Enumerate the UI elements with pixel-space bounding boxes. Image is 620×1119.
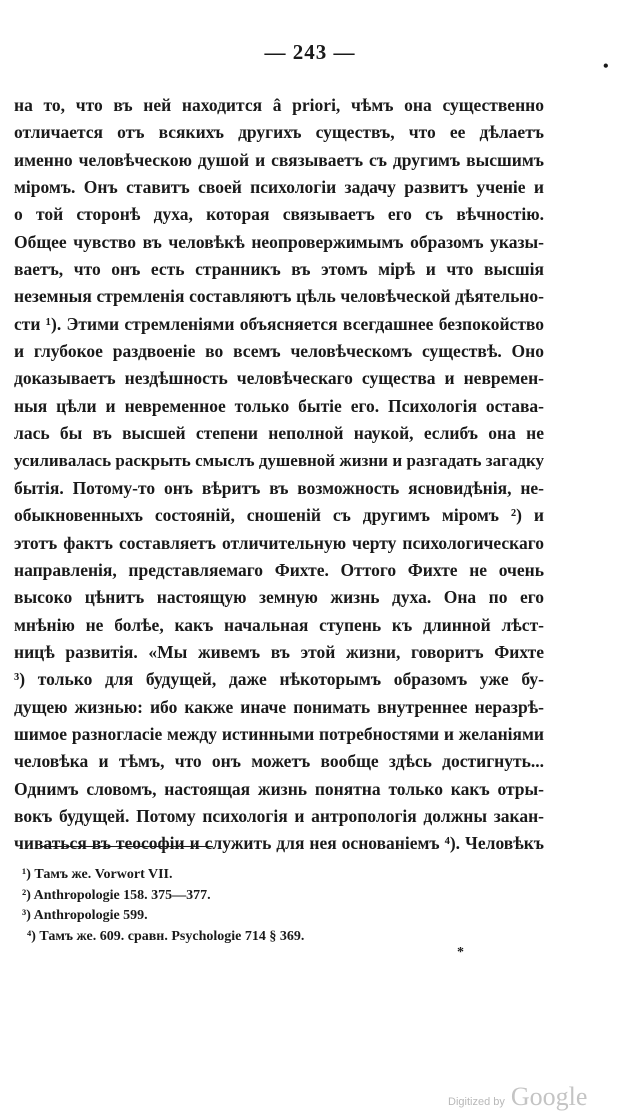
text-line: міромъ. Онъ ставитъ своей психологіи задачу развитъ ученіе и: [14, 177, 544, 198]
text-line: Однимъ словомъ, настоящая жизнь понятна только какъ отры-: [14, 778, 544, 799]
page-number: — 243 —: [264, 40, 356, 64]
text-line: и глубокое раздвоеніе во всемъ человѣческомъ существѣ. Оно: [14, 341, 544, 362]
google-watermark: [448, 1082, 618, 1114]
corner-dot-mark: •: [603, 58, 609, 75]
text-line: шимое разногласіе между истинными потребностями и желаніями: [14, 723, 544, 744]
text-line: человѣка и тѣмъ, что онъ можетъ вообще здѣсь достигнуть...: [14, 751, 544, 772]
text-line: отличается отъ всякихъ другихъ существъ, что ее дѣлаетъ: [14, 122, 544, 143]
footnote-line: ²) Anthropologie 158. 375—377.: [22, 887, 211, 903]
text-line: лась бы въ высшей степени неполной наукой, еслибъ она не: [14, 423, 544, 444]
text-line: мнѣнію не болѣе, какъ начальная ступень къ длинной лѣст-: [14, 614, 544, 635]
text-line: сти ¹). Этими стремленіями объясняется всегдашнее безпокойство: [14, 313, 544, 334]
watermark-google-logo: Google: [510, 1082, 588, 1111]
stray-asterisk-mark: *: [457, 945, 464, 960]
text-line: чиваться въ теософіи и служить для нея основаніемъ ⁴). Человѣкъ: [14, 833, 544, 854]
text-line: дущею жизнью: ибо какже иначе понимать внутреннее неразрѣ-: [14, 696, 544, 717]
footnote-line: ¹) Тамъ же. Vorwort VII.: [22, 867, 173, 882]
text-line: бытія. Потому-то онъ вѣритъ въ возможность ясновидѣнія, не-: [14, 477, 544, 498]
text-line: усиливалась раскрыть смыслъ душевной жизни и разгадать загадку: [14, 451, 544, 471]
text-line: обыкновенныхъ состояній, сношеній съ другимъ міромъ ²) и: [14, 505, 544, 526]
text-line: ³) только для будущей, даже нѣкоторымъ образомъ уже бу-: [14, 669, 544, 690]
text-line: именно человѣческою душой и связываетъ съ другимъ высшимъ: [14, 149, 544, 170]
text-line: доказываетъ нездѣшность человѣческаго существа и невремен-: [14, 368, 544, 389]
text-line: ныя цѣли и невременное только бытіе его. Психологія остава-: [14, 395, 544, 416]
footnote-divider: [40, 846, 213, 847]
footnotes: [22, 865, 442, 947]
text-line: этотъ фактъ составляетъ отличительную черту психологическаго: [14, 532, 544, 553]
text-line: направленія, представляемаго Фихте. Оттого Фихте не очень: [14, 559, 544, 580]
footnote-line: ⁴) Тамъ же. 609. сравн. Psychologie 714 § 369.: [27, 928, 305, 944]
text-line: на то, что въ ней находится â priori, чѣмъ она существенно: [14, 95, 544, 115]
main-text: [14, 92, 544, 858]
text-line: вокъ будущей. Потому психологія и антропологія должны закан-: [14, 805, 544, 826]
text-line: высоко цѣнитъ настоящую земную жизнь духа. Она по его: [14, 587, 544, 608]
watermark-digitized-by: Digitized by: [448, 1096, 505, 1108]
text-line: ваетъ, что онъ есть странникъ въ этомъ мірѣ и что высшія: [14, 259, 544, 280]
text-line: Общее чувство въ человѣкѣ неопровержимымъ образомъ указы-: [14, 231, 544, 252]
text-line: неземныя стремленія составляютъ цѣль человѣческой дѣятельно-: [14, 286, 544, 307]
text-line: о той сторонѣ духа, которая связываетъ его съ вѣчностію.: [14, 204, 544, 225]
text-line: ницѣ развитія. «Мы живемъ въ этой жизни, говоритъ Фихте: [14, 641, 544, 662]
footnote-line: ³) Anthropologie 599.: [22, 908, 148, 923]
